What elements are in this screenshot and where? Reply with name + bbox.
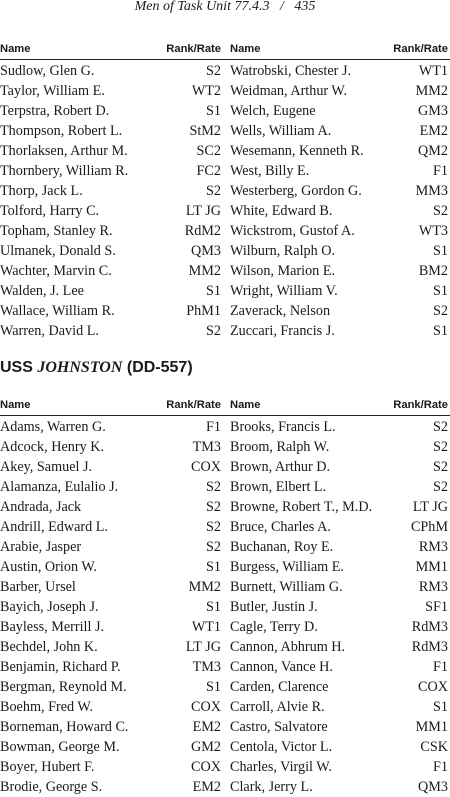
left-name-cell: Brodie, George S. — [0, 779, 103, 795]
right-name-cell: Browne, Robert T., M.D. — [230, 499, 373, 515]
left-name-cell: Akey, Samuel J. — [0, 459, 93, 475]
right-name-cell: Buchanan, Roy E. — [230, 539, 334, 555]
left-rank-cell: TM3 — [192, 439, 221, 455]
right-rank-cell: F1 — [433, 659, 448, 675]
table-row — [0, 201, 450, 221]
left-rank-cell: PhM1 — [186, 303, 221, 319]
section-title — [0, 358, 193, 378]
table-row — [0, 777, 450, 797]
right-name-cell: Broom, Ralph W. — [230, 439, 330, 455]
table-row — [0, 161, 450, 181]
right-name-cell: Charles, Virgil W. — [230, 759, 332, 775]
left-rank-cell: TM3 — [192, 659, 221, 675]
left-rank-cell: COX — [191, 759, 221, 775]
left-name-cell: Walden, J. Lee — [0, 283, 84, 299]
left-name-cell: Sudlow, Glen G. — [0, 63, 95, 79]
table-row — [0, 61, 450, 81]
left-name-cell: Bayless, Merrill J. — [0, 619, 105, 635]
left-rank-cell: EM2 — [192, 779, 221, 795]
left-name-cell: Austin, Orion W. — [0, 559, 97, 575]
right-name-cell: Wesemann, Kenneth R. — [230, 143, 364, 159]
table-row — [0, 717, 450, 737]
left-rank-cell: EM2 — [192, 719, 221, 735]
column-header-name: Name — [0, 399, 31, 411]
right-rank-cell: S1 — [433, 283, 448, 299]
right-rank-cell: CPhM — [410, 519, 448, 535]
table-body — [0, 417, 450, 797]
right-name-cell: Wilburn, Ralph O. — [230, 243, 336, 259]
table-row — [0, 101, 450, 121]
right-rank-cell: SF1 — [425, 599, 448, 615]
table-row — [0, 757, 450, 777]
left-rank-cell: COX — [191, 459, 221, 475]
right-name-cell: West, Billy E. — [230, 163, 310, 179]
column-header-rank: Rank/Rate — [393, 399, 448, 411]
left-rank-cell: S1 — [206, 283, 221, 299]
left-name-cell: Terpstra, Robert D. — [0, 103, 110, 119]
left-name-cell: Borneman, Howard C. — [0, 719, 129, 735]
right-rank-cell: F1 — [433, 759, 448, 775]
left-name-cell: Andrill, Edward L. — [0, 519, 108, 535]
roster-table-johnston — [0, 397, 450, 795]
right-rank-cell: GM3 — [418, 103, 448, 119]
left-name-cell: Alamanza, Eulalio J. — [0, 479, 119, 495]
left-rank-cell: S1 — [206, 679, 221, 695]
left-name-cell: Thompson, Robert L. — [0, 123, 123, 139]
right-rank-cell: MM1 — [415, 559, 448, 575]
right-name-cell: Centola, Victor L. — [230, 739, 333, 755]
right-name-cell: White, Edward B. — [230, 203, 333, 219]
running-header — [0, 0, 450, 30]
table-header — [0, 41, 450, 57]
left-rank-cell: SC2 — [196, 143, 221, 159]
left-name-cell: Thorp, Jack L. — [0, 183, 83, 199]
right-name-cell: Carden, Clarence — [230, 679, 329, 695]
right-rank-cell: S2 — [433, 419, 448, 435]
right-name-cell: Clark, Jerry L. — [230, 779, 313, 795]
left-rank-cell: F1 — [206, 419, 221, 435]
right-rank-cell: S2 — [433, 459, 448, 475]
left-name-cell: Adcock, Henry K. — [0, 439, 105, 455]
left-name-cell: Barber, Ursel — [0, 579, 76, 595]
header-separator: / — [279, 0, 284, 14]
table-row — [0, 221, 450, 241]
left-name-cell: Taylor, William E. — [0, 83, 105, 99]
column-header-name: Name — [230, 43, 261, 55]
right-rank-cell: S1 — [433, 323, 448, 339]
table-row — [0, 617, 450, 637]
right-name-cell: Cannon, Abhrum H. — [230, 639, 346, 655]
table-row — [0, 417, 450, 437]
left-rank-cell: MM2 — [188, 579, 221, 595]
column-header-rank: Rank/Rate — [166, 399, 221, 411]
right-name-cell: Wright, William V. — [230, 283, 338, 299]
right-name-cell: Burnett, William G. — [230, 579, 343, 595]
right-name-cell: Cannon, Vance H. — [230, 659, 333, 675]
right-name-cell: Brooks, Francis L. — [230, 419, 336, 435]
right-rank-cell: RM3 — [418, 539, 448, 555]
left-name-cell: Wallace, William R. — [0, 303, 115, 319]
right-name-cell: Brown, Arthur D. — [230, 459, 331, 475]
right-rank-cell: S1 — [433, 243, 448, 259]
right-rank-cell: MM3 — [415, 183, 448, 199]
right-name-cell: Castro, Salvatore — [230, 719, 328, 735]
left-rank-cell: GM2 — [191, 739, 221, 755]
right-rank-cell: WT3 — [418, 223, 448, 239]
table-row — [0, 477, 450, 497]
left-rank-cell: LT JG — [185, 639, 221, 655]
column-header-name: Name — [230, 399, 261, 411]
left-name-cell: Bechdel, John K. — [0, 639, 98, 655]
table-row — [0, 537, 450, 557]
ship-name: JOHNSTON — [37, 359, 123, 376]
left-rank-cell: RdM2 — [184, 223, 221, 239]
ship-prefix: USS — [0, 359, 33, 376]
left-rank-cell: S2 — [206, 63, 221, 79]
left-rank-cell: S2 — [206, 323, 221, 339]
right-rank-cell: LT JG — [412, 499, 448, 515]
left-name-cell: Benjamin, Richard P. — [0, 659, 121, 675]
left-name-cell: Thorlaksen, Arthur M. — [0, 143, 128, 159]
left-rank-cell: S2 — [206, 499, 221, 515]
left-name-cell: Bergman, Reynold M. — [0, 679, 127, 695]
right-name-cell: Watrobski, Chester J. — [230, 63, 352, 79]
table-row — [0, 737, 450, 757]
table-row — [0, 141, 450, 161]
left-rank-cell: QM3 — [191, 243, 221, 259]
right-name-cell: Brown, Elbert L. — [230, 479, 327, 495]
left-name-cell: Topham, Stanley R. — [0, 223, 113, 239]
left-rank-cell: S2 — [206, 519, 221, 535]
left-name-cell: Adams, Warren G. — [0, 419, 106, 435]
right-name-cell: Bruce, Charles A. — [230, 519, 331, 535]
right-rank-cell: BM2 — [418, 263, 448, 279]
right-name-cell: Wells, William A. — [230, 123, 332, 139]
right-rank-cell: QM3 — [418, 779, 448, 795]
table-row — [0, 517, 450, 537]
right-rank-cell: S2 — [433, 303, 448, 319]
left-rank-cell: S2 — [206, 183, 221, 199]
right-name-cell: Cagle, Terry D. — [230, 619, 318, 635]
page-number: 435 — [294, 0, 316, 14]
right-rank-cell: MM2 — [415, 83, 448, 99]
left-rank-cell: StM2 — [189, 123, 221, 139]
header-rule — [0, 59, 450, 60]
right-rank-cell: COX — [418, 679, 448, 695]
table-row — [0, 181, 450, 201]
roster-table-task-unit — [0, 41, 450, 339]
left-rank-cell: WT1 — [191, 619, 221, 635]
left-name-cell: Bayich, Joseph J. — [0, 599, 99, 615]
table-row — [0, 557, 450, 577]
right-name-cell: Butler, Justin J. — [230, 599, 318, 615]
left-name-cell: Arabie, Jasper — [0, 539, 82, 555]
table-row — [0, 597, 450, 617]
left-rank-cell: S2 — [206, 479, 221, 495]
table-row — [0, 577, 450, 597]
table-row — [0, 321, 450, 341]
left-rank-cell: S1 — [206, 559, 221, 575]
left-rank-cell: S2 — [206, 539, 221, 555]
left-name-cell: Wachter, Marvin C. — [0, 263, 112, 279]
right-name-cell: Wickstrom, Gustof A. — [230, 223, 355, 239]
right-rank-cell: S2 — [433, 479, 448, 495]
table-row — [0, 677, 450, 697]
left-rank-cell: WT2 — [191, 83, 221, 99]
left-name-cell: Andrada, Jack — [0, 499, 82, 515]
table-row — [0, 281, 450, 301]
right-rank-cell: QM2 — [418, 143, 448, 159]
table-row — [0, 437, 450, 457]
left-name-cell: Thornbery, William R. — [0, 163, 129, 179]
right-name-cell: Welch, Eugene — [230, 103, 316, 119]
right-rank-cell: RdM3 — [411, 619, 448, 635]
right-rank-cell: MM1 — [415, 719, 448, 735]
left-rank-cell: S1 — [206, 599, 221, 615]
column-header-rank: Rank/Rate — [393, 43, 448, 55]
left-name-cell: Tolford, Harry C. — [0, 203, 100, 219]
right-name-cell: Westerberg, Gordon G. — [230, 183, 362, 199]
left-rank-cell: FC2 — [196, 163, 221, 179]
right-name-cell: Zuccari, Francis J. — [230, 323, 335, 339]
column-header-rank: Rank/Rate — [166, 43, 221, 55]
header-rule — [0, 415, 450, 416]
table-row — [0, 657, 450, 677]
hull-number: (DD-557) — [126, 359, 193, 376]
right-rank-cell: F1 — [433, 163, 448, 179]
table-row — [0, 697, 450, 717]
column-header-name: Name — [0, 43, 31, 55]
right-name-cell: Zaverack, Nelson — [230, 303, 331, 319]
right-rank-cell: S1 — [433, 699, 448, 715]
right-name-cell: Carroll, Alvie R. — [230, 699, 325, 715]
right-name-cell: Wilson, Marion E. — [230, 263, 336, 279]
left-name-cell: Boyer, Hubert F. — [0, 759, 95, 775]
table-row — [0, 301, 450, 321]
right-rank-cell: S2 — [433, 203, 448, 219]
left-name-cell: Warren, David L. — [0, 323, 99, 339]
book-title: Men of Task Unit 77.4.3 — [134, 0, 270, 14]
table-row — [0, 121, 450, 141]
left-rank-cell: MM2 — [188, 263, 221, 279]
right-rank-cell: RdM3 — [411, 639, 448, 655]
table-row — [0, 241, 450, 261]
right-rank-cell: EM2 — [419, 123, 448, 139]
left-rank-cell: COX — [191, 699, 221, 715]
table-row — [0, 457, 450, 477]
table-row — [0, 81, 450, 101]
left-name-cell: Boehm, Fred W. — [0, 699, 94, 715]
table-row — [0, 637, 450, 657]
right-name-cell: Burgess, William E. — [230, 559, 344, 575]
left-name-cell: Bowman, George M. — [0, 739, 120, 755]
right-name-cell: Weidman, Arthur W. — [230, 83, 348, 99]
table-body — [0, 61, 450, 341]
table-row — [0, 497, 450, 517]
left-rank-cell: S1 — [206, 103, 221, 119]
left-name-cell: Ulmanek, Donald S. — [0, 243, 116, 259]
right-rank-cell: S2 — [433, 439, 448, 455]
left-rank-cell: LT JG — [185, 203, 221, 219]
right-rank-cell: RM3 — [418, 579, 448, 595]
table-row — [0, 261, 450, 281]
right-rank-cell: WT1 — [418, 63, 448, 79]
table-header — [0, 397, 450, 413]
right-rank-cell: CSK — [420, 739, 448, 755]
